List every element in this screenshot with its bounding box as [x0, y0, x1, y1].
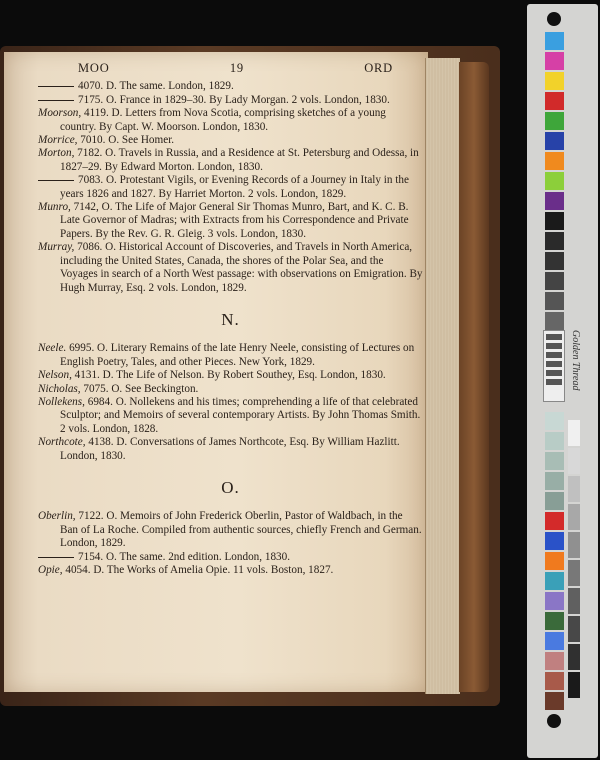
catalog-entry	[38, 147, 423, 174]
entries-o	[38, 510, 423, 577]
color-swatch	[545, 52, 564, 70]
catalog-entry	[38, 436, 423, 463]
color-swatch	[545, 652, 564, 670]
catalog-entry	[38, 564, 423, 577]
entry-text: 7154. O. The same. 2nd edition. London, 1830.	[78, 550, 291, 563]
entry-text: 6995. O. Literary Remains of the late Henry Neele, consisting of Lectures on English Poetry, Tales, and other Pieces. New York, 1829.	[60, 342, 415, 368]
catalog-entry	[38, 107, 423, 134]
color-swatch	[545, 192, 564, 210]
checker-brand: Golden Thread	[570, 330, 581, 391]
entry-text: 7175. O. France in 1829–30. By Lady Morgan. 2 vols. London, 1830.	[78, 93, 390, 106]
ditto-dash	[38, 180, 74, 181]
catalog-entry	[38, 369, 423, 382]
catalog-entry	[38, 94, 423, 107]
gray-patch	[568, 560, 580, 586]
entries-m	[38, 80, 423, 295]
header-left: MOO	[78, 61, 110, 75]
color-swatch	[545, 512, 564, 530]
gray-patch	[568, 504, 580, 530]
entry-text: 6984. O. Nollekens and his times; comprehending a life of that celebrated Sculptor; and Memoirs of several contemporary Artists. By John Thomas Smith. 2 vols. London, 1828.	[60, 395, 421, 435]
section-letter-o: O.	[221, 477, 240, 497]
color-swatch	[545, 252, 564, 270]
color-swatch	[545, 432, 564, 450]
entry-name: Northcote,	[38, 436, 86, 449]
entry-text: 7182. O. Travels in Russia, and a Residence at St. Petersburg and Odessa, in 1827–29. By Edward Morton. London, 1830.	[60, 147, 419, 173]
color-swatch	[545, 232, 564, 250]
entry-text: 7075. O. See Beckington.	[80, 382, 199, 395]
entry-name: Nicholas,	[38, 382, 81, 395]
color-swatch	[545, 152, 564, 170]
entry-name: Nollekens,	[38, 395, 85, 408]
entry-name: Murray,	[38, 241, 75, 254]
gray-patch	[568, 644, 580, 670]
color-swatch	[545, 72, 564, 90]
entry-text: 7010. O. See Homer.	[77, 134, 175, 147]
color-swatch	[545, 292, 564, 310]
gray-patch	[568, 476, 580, 502]
entry-name: Neele.	[38, 342, 67, 355]
gray-patch	[568, 532, 580, 558]
catalog-entry	[38, 510, 423, 550]
page-text	[38, 62, 423, 577]
color-swatch	[545, 532, 564, 550]
color-swatch	[545, 552, 564, 570]
book-back-cover	[459, 62, 489, 692]
color-swatch	[545, 412, 564, 430]
entry-name: Munro,	[38, 201, 71, 214]
catalog-entry	[38, 396, 423, 436]
ditto-dash	[38, 557, 74, 558]
color-swatch	[545, 312, 564, 330]
color-swatch	[545, 632, 564, 650]
color-swatch	[545, 272, 564, 290]
registration-hole-icon	[547, 12, 561, 26]
color-swatch	[545, 672, 564, 690]
catalog-entry	[38, 80, 423, 93]
entry-name: Opie,	[38, 564, 63, 576]
gray-patch	[568, 448, 580, 474]
entry-name: Oberlin,	[38, 510, 76, 523]
gray-patch	[568, 616, 580, 642]
catalog-entry	[38, 241, 423, 295]
color-swatch	[545, 112, 564, 130]
ditto-dash	[38, 100, 74, 101]
entry-text: 4138. D. Conversations of James Northcote, Esq. By William Hazlitt. London, 1830.	[60, 436, 400, 462]
gray-patch	[568, 672, 580, 698]
entries-n	[38, 342, 423, 463]
entry-text: 4070. D. The same. London, 1829.	[78, 80, 234, 93]
entry-text: 4131. D. The Life of Nelson. By Robert Southey, Esq. London, 1830.	[71, 369, 386, 382]
section-letter-n: N.	[221, 309, 240, 329]
gray-patch	[568, 588, 580, 614]
entry-text: 7122. O. Memoirs of John Frederick Oberlin, Pastor of Waldbach, in the Ban of La Roche. Compiled from authentic sources, chiefly French and German. London, 1829.	[60, 510, 422, 550]
catalog-entry	[38, 134, 423, 147]
color-swatch	[545, 32, 564, 50]
color-swatch	[545, 212, 564, 230]
entry-name: Morton,	[38, 147, 75, 160]
entry-name: Morrice,	[38, 134, 78, 147]
header-right: ORD	[364, 61, 393, 75]
color-swatch	[545, 572, 564, 590]
color-swatch	[545, 592, 564, 610]
entry-text: 4119. D. Letters from Nova Scotia, comprising sketches of a young country. By Capt. W. Moorson. London, 1830.	[60, 107, 386, 133]
catalog-entry	[38, 201, 423, 241]
color-swatch	[545, 452, 564, 470]
catalog-entry	[38, 342, 423, 369]
entry-text: 4054. D. The Works of Amelia Opie. 11 vols. Boston, 1827.	[62, 564, 334, 576]
ditto-dash	[38, 86, 74, 87]
entry-text: 7083. O. Protestant Vigils, or Evening Records of a Journey in Italy in the years 1826 and 1827. By Harriet Morton. 2 vols. London, 1829.	[60, 174, 409, 200]
entry-text: 7142, O. The Life of Major General Sir Thomas Munro, Bart, and K. C. B. Late Governor of Madras; with Extracts from his Correspondence and Private Papers. By the Rev. G. R. Gleig. 3 vols. London, 1830.	[60, 201, 409, 240]
catalog-entry	[38, 383, 423, 396]
color-swatch	[545, 132, 564, 150]
target-pattern-icon	[543, 330, 565, 402]
color-swatch	[545, 172, 564, 190]
color-swatch	[545, 492, 564, 510]
entry-name: Nelson,	[38, 369, 72, 382]
entry-text: 7086. O. Historical Account of Discoveries, and Travels in North America, including the United States, Canada, the shores of the Polar Sea, and the Voyages in search of a North West passage: with observations on Emigration. By Hugh Murray, Esq. 2 vols. London, 1829.	[60, 241, 423, 294]
page-fore-edge	[425, 58, 460, 694]
gray-patch	[568, 420, 580, 446]
entry-name: Moorson,	[38, 107, 82, 120]
running-header	[38, 62, 423, 75]
page-number: 19	[229, 61, 244, 75]
color-swatch	[545, 472, 564, 490]
color-swatch	[545, 612, 564, 630]
catalog-entry	[38, 551, 423, 564]
color-swatch	[545, 92, 564, 110]
registration-hole-icon	[547, 714, 561, 728]
catalog-entry	[38, 174, 423, 201]
color-swatch	[545, 692, 564, 710]
